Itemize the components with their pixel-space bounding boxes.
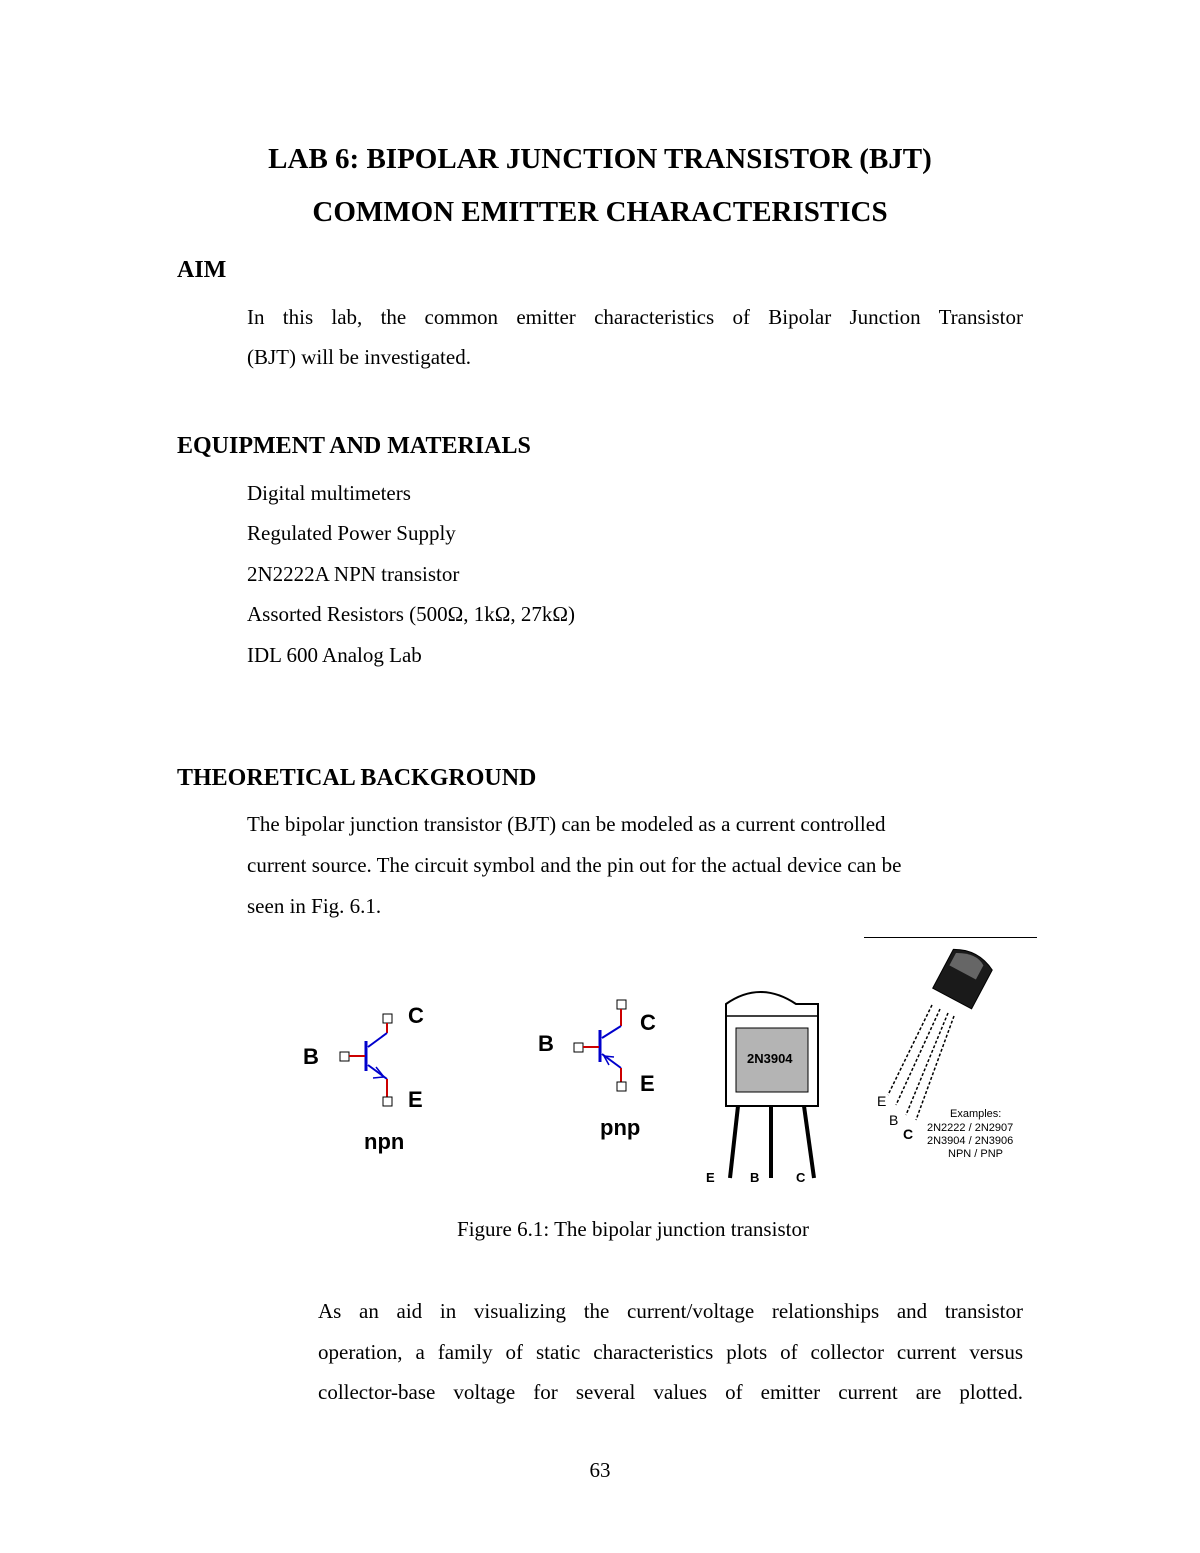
photo-note: 2N2222 / 2N2907	[927, 1122, 1014, 1134]
pnp-c-label: C	[640, 1010, 656, 1035]
pnp-label: pnp	[600, 1115, 641, 1140]
equipment-item: Assorted Resistors (500Ω, 1kΩ, 27kΩ)	[247, 602, 575, 626]
theory-para1-line: current source. The circuit symbol and the pin out for the actual device can be	[247, 853, 902, 877]
aim-heading: AIM	[177, 257, 227, 283]
title-line-1: LAB 6: BIPOLAR JUNCTION TRANSISTOR (BJT)	[268, 143, 932, 175]
package-pin-e: E	[706, 1170, 715, 1185]
package-pin-c: C	[796, 1170, 806, 1185]
photo-note: 2N3904 / 2N3906	[927, 1135, 1014, 1147]
package-pin-b: B	[750, 1170, 760, 1185]
photo-note: NPN / PNP	[948, 1148, 1004, 1160]
pnp-b-label: B	[538, 1031, 554, 1056]
theory-para2-line: As an aid in visualizing the current/voltage relationships and transistor	[318, 1299, 1023, 1323]
transistor-photo	[870, 945, 1040, 1170]
equipment-item: 2N2222A NPN transistor	[247, 562, 460, 586]
page-number: 63	[589, 1458, 611, 1482]
npn-e-label: E	[408, 1087, 423, 1112]
theory-para2-line: collector-base voltage for several values of emitter current are plotted.	[318, 1380, 1023, 1404]
npn-label: npn	[364, 1129, 405, 1154]
package-part-number: 2N3904	[747, 1051, 793, 1066]
equipment-item: IDL 600 Analog Lab	[247, 643, 422, 667]
photo-pin-e: E	[877, 1093, 887, 1109]
footnote-rule	[864, 937, 1037, 938]
pnp-e-label: E	[640, 1071, 655, 1096]
aim-line-2: (BJT) will be investigated.	[247, 345, 471, 369]
npn-b-label: B	[303, 1044, 319, 1069]
equipment-item: Digital multimeters	[247, 481, 411, 505]
aim-line-1: In this lab, the common emitter characteristics of Bipolar Junction Transistor	[247, 305, 1023, 329]
photo-note: Examples:	[950, 1108, 1002, 1120]
figure-caption: Figure 6.1: The bipolar junction transistor	[457, 1217, 809, 1241]
theory-para2-line: operation, a family of static characteristics plots of collector current versus	[318, 1340, 1023, 1364]
equipment-heading: EQUIPMENT AND MATERIALS	[177, 433, 531, 459]
title-line-2: COMMON EMITTER CHARACTERISTICS	[312, 196, 888, 228]
package-diagram	[700, 988, 840, 1188]
pnp-symbol	[530, 990, 680, 1150]
equipment-item: Regulated Power Supply	[247, 521, 456, 545]
npn-c-label: C	[408, 1003, 424, 1028]
photo-pin-b: B	[889, 1112, 899, 1128]
npn-symbol	[296, 995, 446, 1160]
photo-pin-c: C	[903, 1126, 914, 1142]
theory-para1-line: seen in Fig. 6.1.	[247, 894, 382, 918]
theory-para1-line: The bipolar junction transistor (BJT) can be modeled as a current controlled	[247, 812, 886, 836]
theory-heading: THEORETICAL BACKGROUND	[177, 765, 537, 791]
